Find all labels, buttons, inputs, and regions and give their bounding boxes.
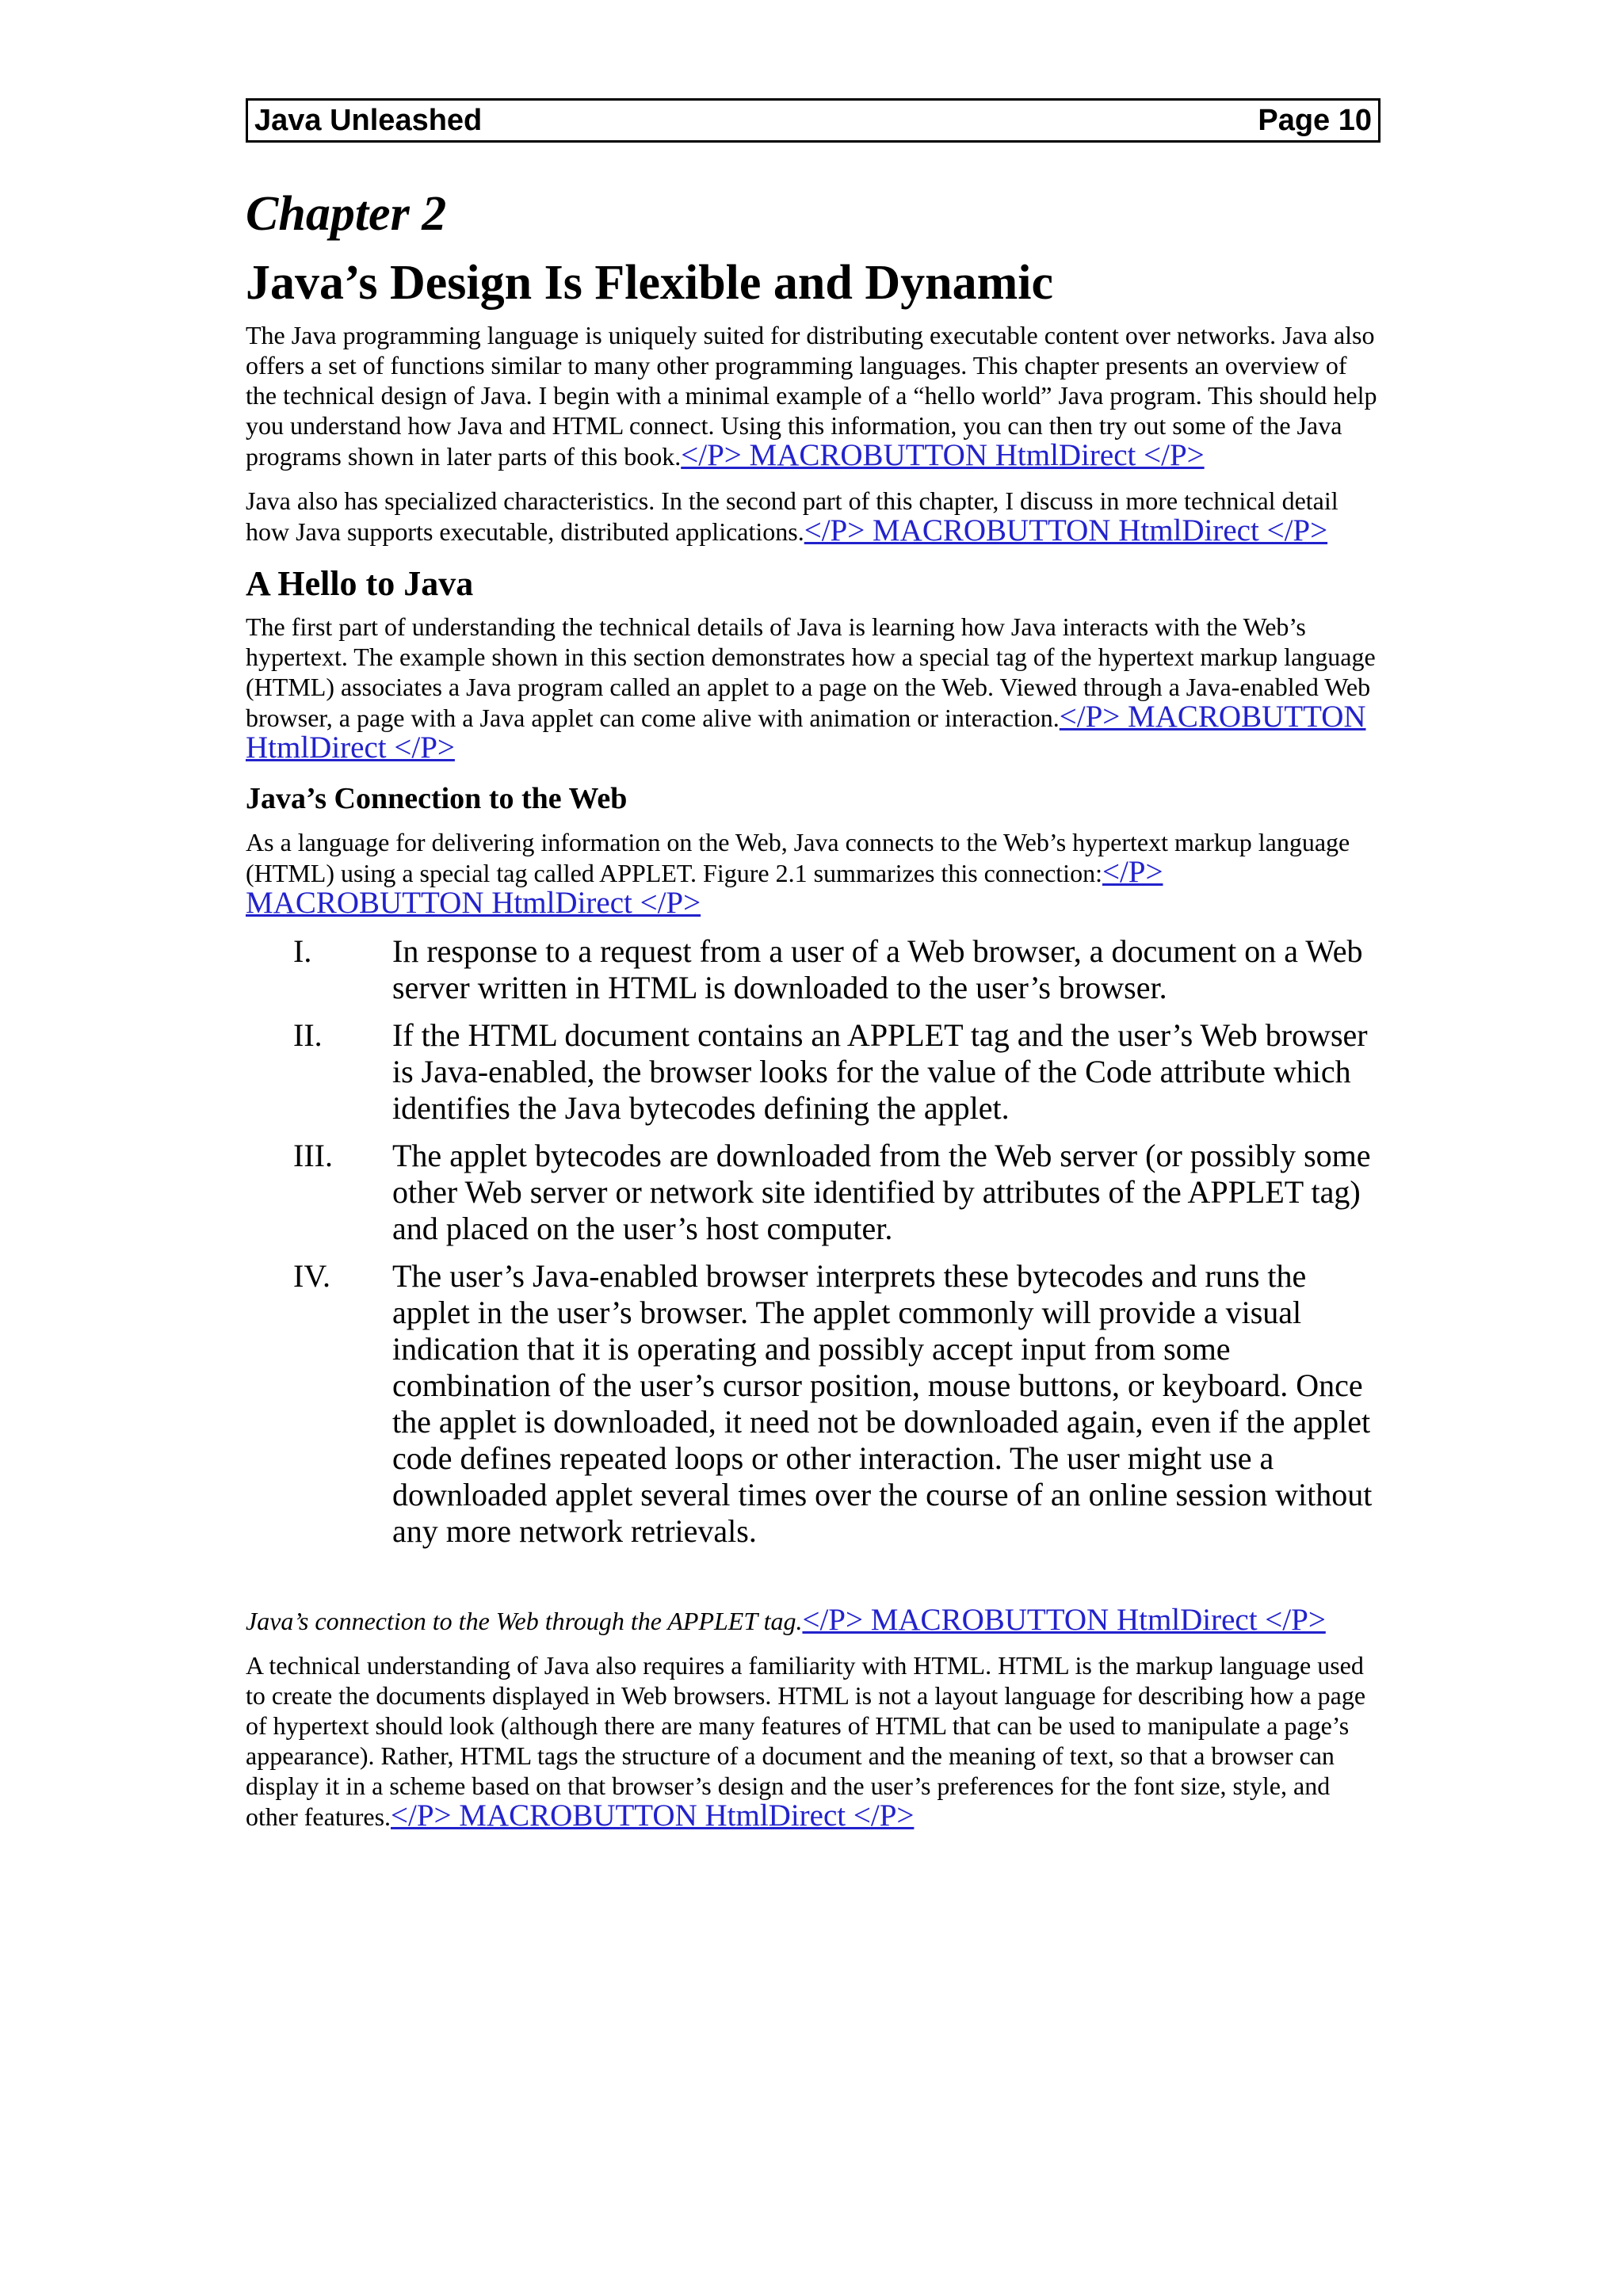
chapter-number: Chapter 2 — [246, 187, 447, 241]
list-item-number: I. — [293, 933, 312, 969]
htmldirect-link[interactable]: </P> MACROBUTTON HtmlDirect </P> — [681, 438, 1205, 472]
list-item — [246, 1138, 1381, 1247]
page-number: Page 10 — [1258, 104, 1372, 137]
document-page — [246, 98, 1381, 1846]
paragraph-text: The Java programming language is uniquely suited for distributing executable content over networks. Java also offers a set of functions similar to many other programming languages. This chapter presents an overview of the technical design of Java. I begin with a minimal example of a “hello world” Java program. This should help you understand how Java and HTML connect. Using this information, you can then try out some of the Java programs shown in later parts of this book. — [246, 321, 1377, 471]
paragraph-text: The first part of understanding the technical details of Java is learning how Java interacts with the Web’s hypertext. The example shown in this section demonstrates how a special tag of the hypertext markup language (HTML) associates a Java program called an applet to a page on the Web. Viewed through a Java-enabled Web browser, a page with a Java applet can come alive with animation or interaction. — [246, 612, 1376, 732]
htmldirect-link[interactable]: </P> MACROBUTTON HtmlDirect </P> — [802, 1603, 1326, 1637]
closing-paragraph — [246, 1650, 1381, 1832]
paragraph-text: A technical understanding of Java also requires a familiarity with HTML. HTML is the markup language used to create the documents displayed in Web browsers. HTML is not a layout language for describing how a page of hypertext should look (although there are many features of HTML that can be used to manipulate a page’s appearance). Rather, HTML tags the structure of a document and the meaning of text, so that a browser can display it in a scheme based on that browser’s design and the user’s preferences for the font size, style, and other features. — [246, 1651, 1366, 1831]
list-item-number: II. — [293, 1017, 323, 1053]
chapter-title: Java’s Design Is Flexible and Dynamic — [246, 256, 1054, 310]
list-item-text: The user’s Java-enabled browser interprets these bytecodes and runs the applet in the user’s browser. The applet commonly will provide a visual indication that it is operating and possibly accept input from some combination of the user’s cursor position, mouse buttons, or keyboard. Once the applet is downloaded, it need not be downloaded again, even if the applet code defines repeated loops or other interaction. The user might use a downloaded applet several times over the course of an online session without any more network retrievals. — [392, 1258, 1373, 1549]
intro-paragraph-1 — [246, 320, 1381, 471]
htmldirect-link[interactable]: </P> MACROBUTTON HtmlDirect </P> — [804, 513, 1328, 547]
htmldirect-link[interactable]: </P> MACROBUTTON HtmlDirect </P> — [391, 1798, 915, 1833]
connection-steps-list — [246, 933, 1381, 1550]
subsection-heading-connection: Java’s Connection to the Web — [246, 782, 628, 815]
figure-caption — [246, 1605, 1381, 1636]
list-item-number: IV. — [293, 1258, 331, 1294]
htmldirect-link[interactable]: </P> MACROBUTTON HtmlDirect </P> — [246, 855, 1163, 920]
section-heading-hello: A Hello to Java — [246, 564, 474, 603]
htmldirect-link[interactable]: </P> MACROBUTTON HtmlDirect </P> — [246, 700, 1366, 765]
list-item-text: If the HTML document contains an APPLET tag and the user’s Web browser is Java-enabled, the browser looks for the value of the Code attribute which identifies the Java bytecodes defining the applet. — [392, 1017, 1368, 1126]
paragraph-text: Java also has specialized characteristics. In the second part of this chapter, I discuss in more technical detail how Java supports executable, distributed applications. — [246, 486, 1338, 546]
paragraph-text: As a language for delivering information on the Web, Java connects to the Web’s hypertext markup language (HTML) using a special tag called APPLET. Figure 2.1 summarizes this connection: — [246, 828, 1350, 887]
caption-text: Java’s connection to the Web through the APPLET tag. — [246, 1607, 803, 1635]
hello-paragraph — [246, 612, 1381, 764]
list-item-number: III. — [293, 1138, 333, 1173]
list-item — [246, 1017, 1381, 1127]
list-item — [246, 933, 1381, 1006]
list-item-text: In response to a request from a user of a Web browser, a document on a Web server written in HTML is downloaded to the user’s browser. — [392, 933, 1363, 1005]
list-item — [246, 1258, 1381, 1550]
list-item-text: The applet bytecodes are downloaded from the Web server (or possibly some other Web server or network site identified by attributes of the APPLET tag) and placed on the user’s host computer. — [392, 1138, 1371, 1246]
intro-paragraph-2 — [246, 486, 1381, 547]
book-title: Java Unleashed — [254, 104, 483, 137]
running-header — [246, 98, 1381, 143]
connection-paragraph — [246, 827, 1381, 919]
